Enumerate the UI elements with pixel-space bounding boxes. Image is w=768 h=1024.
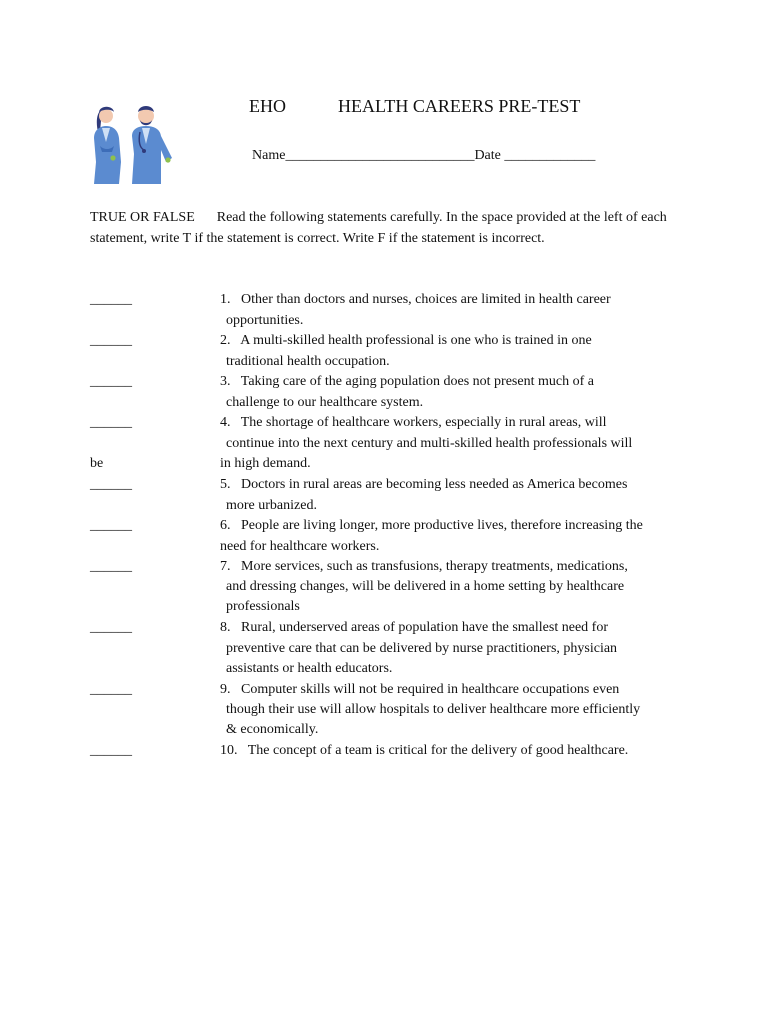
question-item [220, 680, 619, 700]
question-number: 6. [220, 518, 231, 533]
name-field[interactable]: ___________________________ [285, 148, 475, 163]
question-item [220, 331, 592, 351]
question-number: 7. [220, 559, 231, 574]
date-label: Date [474, 148, 501, 163]
question-text: Other than doctors and nurses, choices are limited in health career [241, 292, 611, 307]
question-number: 8. [220, 620, 231, 635]
question-text: A multi-skilled health professional is one who is trained in one [240, 333, 592, 348]
answer-blank[interactable]: ______ [90, 620, 132, 635]
question-text-continued: professionals [226, 599, 300, 614]
org-title: EHO [249, 96, 286, 116]
instructions-text: Read the following statements carefully. In the space provided at the left of each statement, write T if the statement is correct. Write F if the statement is incorrect. [90, 210, 667, 246]
question-text: Doctors in rural areas are becoming less needed as America becomes [241, 477, 628, 492]
question-item [220, 618, 608, 638]
name-label: Name [252, 148, 286, 163]
name-date-line [252, 146, 595, 166]
question-item [220, 557, 628, 577]
answer-blank[interactable]: ______ [90, 333, 132, 348]
question-number: 9. [220, 682, 231, 697]
question-text-continued: & economically. [226, 722, 319, 737]
instructions [90, 207, 680, 249]
page-title: HEALTH CAREERS PRE-TEST [338, 96, 581, 116]
question-number: 10. [220, 743, 238, 758]
question-item [220, 741, 628, 761]
question-number: 5. [220, 477, 231, 492]
answer-blank[interactable]: ______ [90, 682, 132, 697]
question-text-continued: continue into the next century and multi-skilled health professionals will [226, 436, 633, 451]
question-text-continued: preventive care that can be delivered by nurse practitioners, physician [226, 641, 618, 656]
question-number: 3. [220, 374, 231, 389]
question-text: The shortage of healthcare workers, especially in rural areas, will [240, 415, 607, 430]
question-text-continued: in high demand. [220, 456, 311, 471]
question-item [220, 516, 643, 536]
question-text: More services, such as transfusions, therapy treatments, medications, [241, 559, 628, 574]
question-text: The concept of a team is critical for the delivery of good healthcare. [247, 743, 629, 758]
question-text: Rural, underserved areas of population have the smallest need for [241, 620, 608, 635]
question-number: 1. [220, 292, 231, 307]
question-text-continued: though their use will allow hospitals to deliver healthcare more efficiently [226, 702, 641, 717]
answer-blank[interactable]: ______ [90, 374, 132, 389]
question-text: Taking care of the aging population does not present much of a [240, 374, 594, 389]
date-field[interactable]: _____________ [504, 148, 596, 163]
question-text: Computer skills will not be required in healthcare occupations even [241, 682, 620, 697]
two-health-workers-icon [88, 102, 174, 184]
question-text-continued: assistants or health educators. [226, 661, 393, 676]
question-item [220, 475, 627, 495]
answer-blank[interactable]: ______ [90, 518, 132, 533]
answer-blank[interactable]: ______ [90, 559, 132, 574]
question-text: People are living longer, more productive lives, therefore increasing the [241, 518, 643, 533]
question-text-continued: opportunities. [226, 313, 304, 328]
answer-blank[interactable]: ______ [90, 743, 132, 758]
question-number: 2. [220, 333, 231, 348]
question-text-continued: and dressing changes, will be delivered in a home setting by healthcare [226, 579, 625, 594]
question-number: 4. [220, 415, 231, 430]
question-item [220, 372, 594, 392]
answer-blank[interactable]: ______ [90, 415, 132, 430]
question-text-continued: traditional health occupation. [226, 354, 390, 369]
question-item [220, 413, 607, 433]
question-text-continued: more urbanized. [226, 498, 317, 513]
answer-blank[interactable]: ______ [90, 292, 132, 307]
answer-blank[interactable]: ______ [90, 477, 132, 492]
instructions-label: TRUE OR FALSE [90, 210, 195, 225]
question-text-continued: need for healthcare workers. [220, 539, 380, 554]
question-text-continued: challenge to our healthcare system. [226, 395, 424, 410]
question-item [220, 290, 611, 310]
orphan-text: be [90, 456, 104, 471]
